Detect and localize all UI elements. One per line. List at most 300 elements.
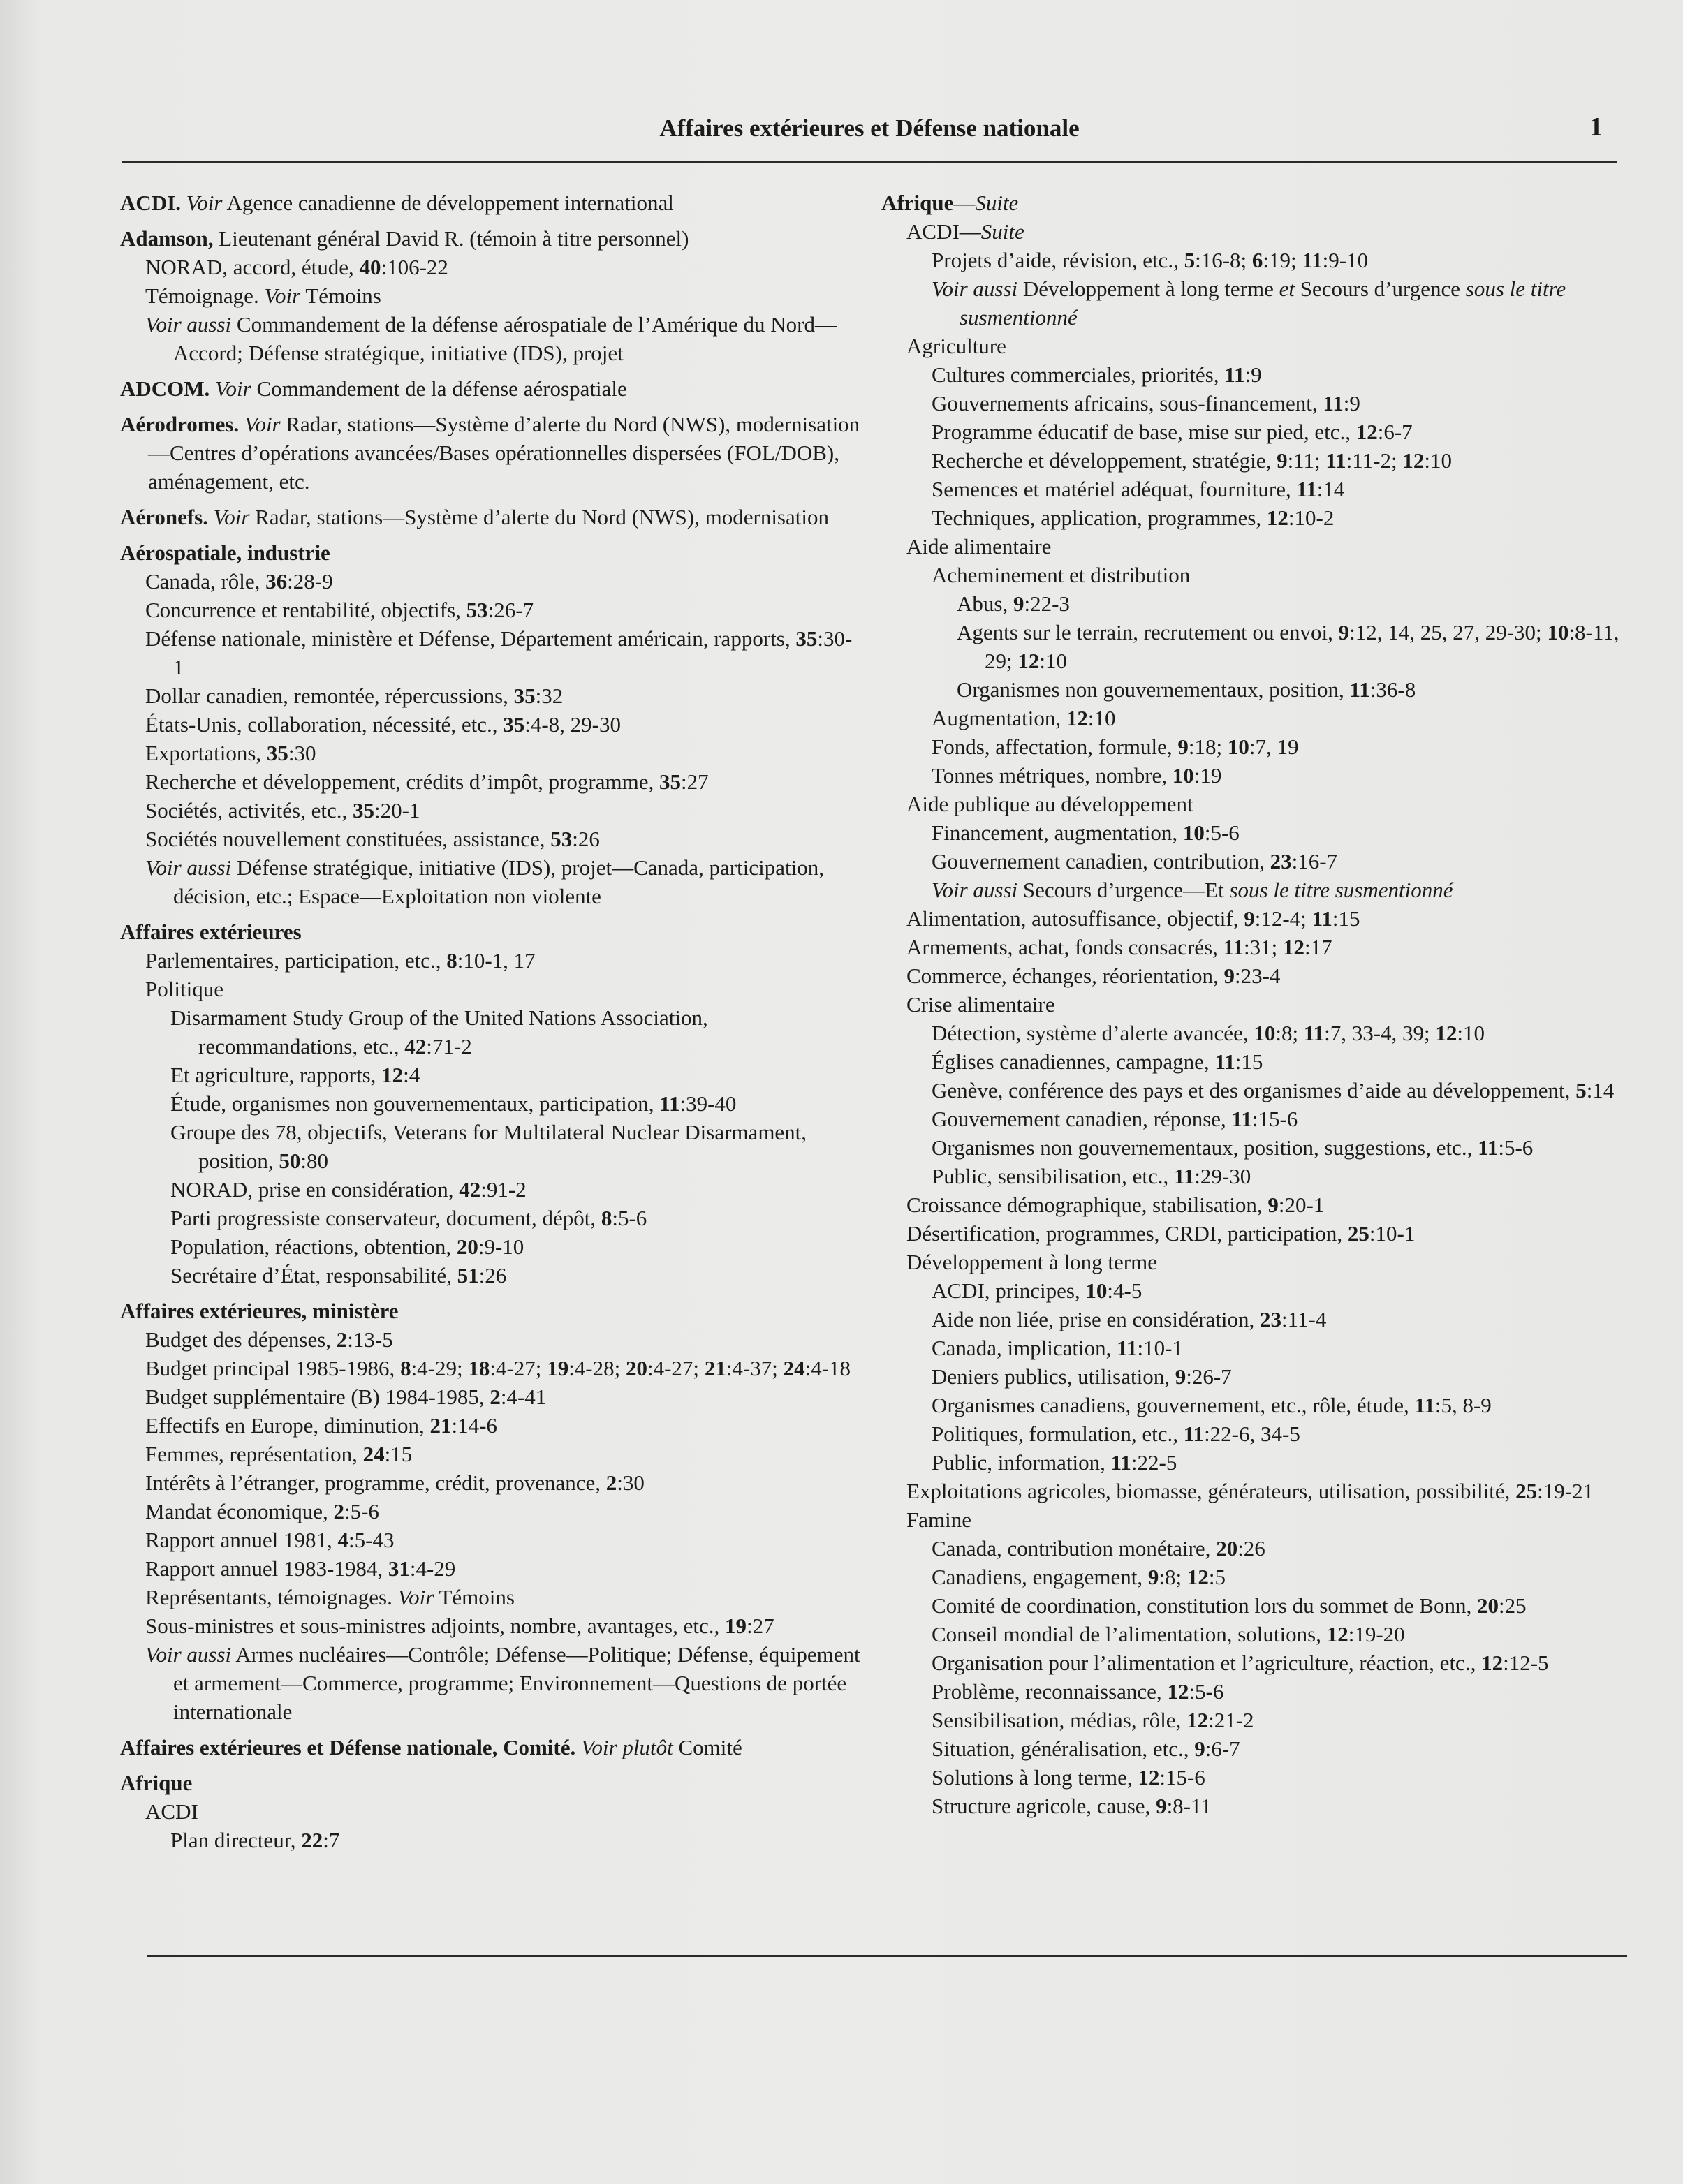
text (181, 191, 186, 215)
text: :19; (1263, 248, 1302, 272)
bold-text: 18 (468, 1356, 490, 1380)
index-subentry (932, 1076, 1622, 1105)
text: Sous-ministres et sous-ministres adjoints, nombre, avantages, etc., (145, 1614, 725, 1638)
text: :19 (1193, 763, 1222, 788)
index-subentry (932, 1276, 1622, 1305)
index-subentry (145, 1583, 860, 1611)
bold-text: 11 (1311, 906, 1332, 931)
italic-text: Suite (980, 219, 1024, 244)
index-subentry (932, 1763, 1622, 1792)
bold-text: 20 (1476, 1593, 1499, 1618)
text: Financement, augmentation, (932, 820, 1183, 845)
text: Commandement de la défense aérospatiale (251, 376, 627, 401)
text: Aide alimentaire (906, 534, 1052, 559)
index-subentry (145, 1611, 860, 1640)
italic-text: Voir (264, 283, 301, 308)
italic-text: Voir aussi (145, 855, 232, 880)
text: Radar, stations—Système d’alerte du Nord (NWS), modernisation (249, 505, 829, 529)
italic-text: Voir (215, 376, 251, 401)
italic-text: Voir aussi (145, 1642, 232, 1667)
index-subentry (932, 1648, 1622, 1677)
text: :32 (535, 684, 564, 708)
bold-text: 12 (1186, 1565, 1209, 1589)
index-subentry (932, 1534, 1622, 1563)
italic-text: et (1279, 276, 1295, 301)
index-heading (120, 503, 860, 531)
text: :5-6 (344, 1499, 379, 1523)
italic-text: Suite (975, 191, 1019, 215)
text: Tonnes métriques, nombre, (932, 763, 1173, 788)
text: :30 (288, 741, 316, 765)
index-subentry (932, 475, 1622, 503)
bold-text: 11 (1296, 477, 1317, 501)
text: Dollar canadien, remontée, répercussions, (145, 684, 514, 708)
bold-text: 11 (659, 1091, 680, 1116)
index-heading (120, 1769, 860, 1797)
text: ACDI— (906, 219, 981, 244)
text: Intérêts à l’étranger, programme, crédit, provenance, (145, 1470, 606, 1495)
bold-text: 11 (1323, 391, 1344, 415)
index-subentry (932, 1162, 1622, 1190)
text: :11-4 (1281, 1307, 1327, 1331)
index-subentry (932, 1391, 1622, 1419)
text: :4-29; (411, 1356, 469, 1380)
text: :22-6, 34-5 (1204, 1422, 1300, 1446)
italic-text: Voir (397, 1585, 434, 1609)
index-subentry (932, 1105, 1622, 1133)
text: Armements, achat, fonds consacrés, (906, 935, 1223, 959)
bold-text: Afrique (881, 191, 954, 215)
index-subentry (906, 904, 1622, 933)
bold-text: 22 (301, 1828, 323, 1852)
index-heading (120, 224, 860, 253)
text: ACDI, principes, (932, 1278, 1086, 1303)
bold-text: 20 (1216, 1536, 1238, 1560)
index-entry (881, 189, 1622, 1820)
text: :36-8 (1369, 677, 1416, 702)
text: Radar, stations—Système d’alerte du Nord (NWS), modernisation—Centres d’opérations avancées/Bases opérationnelles dispersées (FOL/DOB), aménagement, etc. (148, 412, 860, 494)
index-subentry (145, 1497, 860, 1526)
text: :4-27; (490, 1356, 547, 1380)
text: Exploitations agricoles, biomasse, générateurs, utilisation, possibilité, (906, 1479, 1516, 1503)
text: Et agriculture, rapports, (170, 1063, 382, 1087)
bold-text: 2 (605, 1470, 617, 1495)
text: :12-5 (1503, 1651, 1549, 1675)
text: :6-7 (1205, 1736, 1240, 1761)
text: :10-1 (1137, 1336, 1183, 1360)
text: Défense nationale, ministère et Défense, Département américain, rapports, (145, 626, 796, 651)
text: Canada, rôle, (145, 569, 266, 593)
index-column-right (881, 189, 1622, 1827)
index-subentry (145, 975, 860, 1003)
text: :23-4 (1234, 964, 1281, 988)
text: Commerce, échanges, réorientation, (906, 964, 1224, 988)
text: Agriculture (906, 334, 1006, 358)
bold-text: 12 (1186, 1708, 1209, 1732)
page-number: 1 (1589, 112, 1603, 142)
text: — (953, 191, 976, 215)
index-subentry (906, 1190, 1622, 1219)
bold-text: 12 (1326, 1622, 1348, 1646)
index-subentry (145, 681, 860, 710)
bold-text: 36 (265, 569, 288, 593)
bold-text: 9 (1175, 1364, 1186, 1389)
bold-text: 9 (1156, 1794, 1167, 1818)
text: :19-20 (1348, 1622, 1405, 1646)
index-subentry (957, 618, 1622, 675)
bold-text: 5 (1184, 248, 1196, 272)
text: Comité (673, 1735, 742, 1759)
bold-text: 2 (336, 1327, 348, 1352)
index-subentry (957, 675, 1622, 704)
text: Alimentation, autosuffisance, objectif, (906, 906, 1244, 931)
text: :10-1, 17 (457, 948, 536, 973)
text: Public, sensibilisation, etc., (932, 1164, 1174, 1188)
bold-text: 12 (1066, 706, 1088, 730)
bold-text: 35 (659, 769, 681, 794)
italic-text: sous le titre susmentionné (1229, 878, 1453, 902)
text: Canada, contribution monétaire, (932, 1536, 1217, 1560)
index-subentry (906, 217, 1622, 246)
text: Commandement de la défense aérospatiale de l’Amérique du Nord—Accord; Défense stratégique, initiative (IDS), projet (173, 312, 837, 365)
bold-text: 53 (550, 827, 573, 851)
text: :16-8; (1195, 248, 1252, 272)
text: :15-6 (1159, 1765, 1205, 1790)
index-subentry (170, 1261, 860, 1290)
index-subentry (906, 990, 1622, 1019)
bold-text: Aéronefs. (120, 505, 208, 529)
index-entry (120, 538, 860, 910)
index-subentry (145, 946, 860, 975)
text: Développement à long terme (1017, 276, 1279, 301)
text: Techniques, application, programmes, (932, 506, 1267, 530)
text: :5-6 (1189, 1679, 1224, 1704)
index-subentry (145, 596, 860, 624)
index-subentry (170, 1204, 860, 1232)
bold-text: 4 (337, 1528, 349, 1552)
bold-text: 9 (1013, 591, 1024, 616)
bold-text: 12 (1167, 1679, 1189, 1704)
bold-text: 9 (1338, 620, 1350, 644)
index-subentry (145, 1411, 860, 1440)
text: :9-10 (478, 1234, 524, 1259)
text: :28-9 (287, 569, 333, 593)
text: :26 (1237, 1536, 1265, 1560)
text: Agence canadienne de développement international (222, 191, 674, 215)
bold-text: 25 (1515, 1479, 1538, 1503)
bold-text: 8 (400, 1356, 411, 1380)
index-subentry (932, 818, 1622, 847)
bold-text: 35 (795, 626, 818, 651)
text: :20-1 (374, 798, 420, 822)
text: :22-3 (1024, 591, 1070, 616)
index-subentry (932, 1133, 1622, 1162)
text: Budget principal 1985-1986, (145, 1356, 401, 1380)
bold-text: 12 (1017, 649, 1040, 673)
index-subentry (145, 739, 860, 767)
index-subentry (906, 790, 1622, 818)
text: Augmentation, (932, 706, 1066, 730)
index-subentry (932, 761, 1622, 790)
index-heading (120, 410, 860, 496)
text: Programme éducatif de base, mise sur pied, etc., (932, 420, 1356, 444)
index-subentry (932, 1734, 1622, 1763)
text: Organisation pour l’alimentation et l’agriculture, réaction, etc., (932, 1651, 1482, 1675)
text: :12-4; (1254, 906, 1312, 931)
text: :17 (1304, 935, 1332, 959)
text: :30-1 (173, 626, 853, 679)
text: Sensibilisation, médias, rôle, (932, 1708, 1187, 1732)
index-subentry (932, 704, 1622, 732)
text: Agents sur le terrain, recrutement ou envoi, (957, 620, 1339, 644)
text: Problème, reconnaissance, (932, 1679, 1168, 1704)
italic-text: Voir plutôt (580, 1735, 673, 1759)
text: Conseil mondial de l’alimentation, solutions, (932, 1622, 1327, 1646)
text: :80 (300, 1149, 329, 1173)
text (239, 412, 244, 436)
bold-text: Adamson, (120, 226, 214, 251)
text: :21-2 (1208, 1708, 1254, 1732)
bold-text: 10 (1182, 820, 1205, 845)
bold-text: Affaires extérieures (120, 920, 302, 944)
text: :15 (384, 1442, 413, 1466)
text: Politiques, formulation, etc., (932, 1422, 1184, 1446)
index-subentry (170, 1118, 860, 1175)
text: :5-43 (348, 1528, 395, 1552)
text: Détection, système d’alerte avancée, (932, 1021, 1254, 1045)
bold-text: 19 (547, 1356, 569, 1380)
index-subentry (170, 1175, 860, 1204)
bold-text: Aérodromes. (120, 412, 240, 436)
index-subentry (906, 332, 1622, 360)
bold-text: 11 (1231, 1107, 1252, 1131)
bold-text: 10 (1172, 763, 1194, 788)
index-subentry (145, 1325, 860, 1354)
index-subentry (145, 1440, 860, 1468)
text: :27 (680, 769, 709, 794)
italic-text: Voir aussi (932, 878, 1018, 902)
index-subentry (932, 561, 1622, 589)
index-subentry (145, 281, 860, 310)
text: :13-5 (347, 1327, 393, 1352)
text: :4-18 (804, 1356, 851, 1380)
bold-text: 40 (359, 255, 381, 279)
bold-text: 35 (503, 712, 525, 737)
text: :5-6 (1498, 1135, 1534, 1160)
text: Témoins (434, 1585, 515, 1609)
bold-text: 9 (1267, 1193, 1279, 1217)
text: NORAD, prise en considération, (170, 1177, 460, 1202)
text: :4 (403, 1063, 420, 1087)
index-subentry (145, 1354, 860, 1382)
index-subentry (932, 1706, 1622, 1734)
text: Structure agricole, cause, (932, 1794, 1156, 1818)
text: :25 (1498, 1593, 1527, 1618)
index-entry (120, 189, 860, 217)
text: :8; (1275, 1021, 1304, 1045)
text: :10 (1039, 649, 1067, 673)
index-entry (120, 503, 860, 531)
index-subentry (170, 1061, 860, 1089)
bold-text: 11 (1223, 935, 1244, 959)
index-heading (881, 189, 1622, 217)
bold-text: 11 (1214, 1049, 1235, 1074)
text: Secrétaire d’État, responsabilité, (170, 1263, 457, 1287)
index-subentry (932, 1448, 1622, 1477)
text: :4-37; (726, 1356, 784, 1380)
page-title: Affaires extérieures et Défense nationale (659, 115, 1080, 142)
text: Recherche et développement, stratégie, (932, 448, 1277, 473)
text: :9-10 (1322, 248, 1369, 272)
text: :26-7 (487, 598, 534, 622)
text: :10 (1424, 448, 1452, 473)
index-subentry (932, 446, 1622, 475)
text: Armes nucléaires—Contrôle; Défense—Politique; Défense, équipement et armement—Commerce, programme; Environnement—Questions de portée internationale (173, 1642, 860, 1724)
text: Gouvernement canadien, réponse, (932, 1107, 1232, 1131)
bold-text: 31 (388, 1556, 410, 1581)
bold-text: 42 (459, 1177, 481, 1202)
bold-text: 12 (1282, 935, 1304, 959)
index-subentry (932, 1305, 1622, 1334)
text: Acheminement et distribution (932, 563, 1191, 587)
bold-text: 51 (457, 1263, 479, 1287)
index-subentry (932, 389, 1622, 418)
text: Organismes non gouvernementaux, position, (957, 677, 1350, 702)
text: Aide non liée, prise en considération, (932, 1307, 1261, 1331)
index-subentry (932, 1019, 1622, 1047)
index-subentry (145, 825, 860, 853)
text: Solutions à long terme, (932, 1765, 1138, 1790)
bold-text: 12 (1481, 1651, 1504, 1675)
index-subentry (932, 418, 1622, 446)
index-subentry (906, 933, 1622, 961)
text: Développement à long terme (906, 1250, 1157, 1274)
text (208, 505, 214, 529)
page-header (122, 112, 1617, 163)
index-subentry (932, 1620, 1622, 1648)
index-subentry (932, 732, 1622, 761)
bold-text: 23 (1260, 1307, 1282, 1331)
text: Défense stratégique, initiative (IDS), projet—Canada, participation, décision, etc.; Espace—Exploitation non violente (173, 855, 824, 908)
bold-text: 12 (1355, 420, 1378, 444)
bold-text: 24 (783, 1356, 805, 1380)
bold-text: Afrique (120, 1771, 193, 1795)
bold-text: 23 (1270, 849, 1292, 873)
index-subentry (170, 1003, 860, 1061)
text: :29-30 (1194, 1164, 1251, 1188)
text: :31; (1243, 935, 1283, 959)
text: :10 (1087, 706, 1116, 730)
text: :14-6 (451, 1413, 497, 1438)
text: Désertification, programmes, CRDI, participation, (906, 1221, 1348, 1246)
text: Fonds, affectation, formule, (932, 735, 1178, 759)
text: Deniers publics, utilisation, (932, 1364, 1175, 1389)
text: :10-1 (1369, 1221, 1416, 1246)
index-subentry (932, 1419, 1622, 1448)
text: Aide publique au développement (906, 792, 1193, 816)
text (575, 1735, 581, 1759)
text: :9 (1244, 362, 1262, 387)
index-entry (120, 374, 860, 403)
bold-text: 11 (1302, 248, 1323, 272)
text: :6-7 (1377, 420, 1413, 444)
text: Femmes, représentation, (145, 1442, 363, 1466)
text: :9 (1343, 391, 1360, 415)
bold-text: 20 (456, 1234, 478, 1259)
index-entry (120, 1769, 860, 1854)
index-subentry (932, 246, 1622, 274)
bold-text: 2 (333, 1499, 344, 1523)
bold-text: 9 (1277, 448, 1288, 473)
footer-rule (147, 1955, 1627, 1957)
index-entry (120, 1297, 860, 1726)
bold-text: Aérospatiale, industrie (120, 540, 330, 565)
text: Canada, implication, (932, 1336, 1117, 1360)
index-entry (120, 1733, 860, 1762)
text: :5 (1208, 1565, 1226, 1589)
text: :7 (323, 1828, 340, 1852)
text: Rapport annuel 1983-1984, (145, 1556, 388, 1581)
text: Crise alimentaire (906, 992, 1055, 1017)
index-subentry (906, 1477, 1622, 1505)
text: Étude, organismes non gouvernementaux, participation, (170, 1091, 660, 1116)
text: Groupe des 78, objectifs, Veterans for Multilateral Nuclear Disarmament, position, (170, 1120, 807, 1173)
text: Public, information, (932, 1450, 1111, 1475)
bold-text: 12 (1266, 506, 1288, 530)
text: Parti progressiste conservateur, document, dépôt, (170, 1206, 601, 1230)
bold-text: Affaires extérieures et Défense nationale, Comité. (120, 1735, 576, 1759)
bold-text: 19 (724, 1614, 747, 1638)
index-subentry (906, 532, 1622, 561)
index-subentry (145, 1640, 860, 1726)
bold-text: 25 (1347, 1221, 1369, 1246)
bold-text: 11 (1110, 1450, 1131, 1475)
text: :11-2; (1346, 448, 1403, 473)
index-subentry (145, 796, 860, 825)
text: Témoins (300, 283, 381, 308)
text: :4-5 (1107, 1278, 1142, 1303)
index-heading (120, 538, 860, 567)
text: Mandat économique, (145, 1499, 334, 1523)
text: :7, 33-4, 39; (1324, 1021, 1436, 1045)
bold-text: 9 (1177, 735, 1189, 759)
bold-text: 21 (429, 1413, 452, 1438)
bold-text: 11 (1224, 362, 1245, 387)
text: :7, 19 (1249, 735, 1299, 759)
index-subentry (932, 876, 1622, 904)
text: :8-11, 29; (985, 620, 1619, 673)
text: Disarmament Study Group of the United Nations Association, recommandations, etc., (170, 1005, 708, 1058)
text: Budget supplémentaire (B) 1984-1985, (145, 1385, 490, 1409)
index-subentry (145, 1526, 860, 1554)
bold-text: 6 (1251, 248, 1263, 272)
text: Cultures commerciales, priorités, (932, 362, 1225, 387)
text: :26-7 (1186, 1364, 1232, 1389)
index-subentry (145, 310, 860, 367)
text: Rapport annuel 1981, (145, 1528, 338, 1552)
text: :5-6 (612, 1206, 647, 1230)
index-subentry (145, 1554, 860, 1583)
bold-text: 11 (1349, 677, 1370, 702)
text: :10-2 (1288, 506, 1335, 530)
text: Gouvernements africains, sous-financement, (932, 391, 1323, 415)
text: Parlementaires, participation, etc., (145, 948, 447, 973)
index-heading (120, 189, 860, 217)
text: :10 (1457, 1021, 1485, 1045)
index-subentry (932, 1362, 1622, 1391)
text: Secours d’urgence—Et (1017, 878, 1230, 902)
text: Concurrence et rentabilité, objectifs, (145, 598, 466, 622)
